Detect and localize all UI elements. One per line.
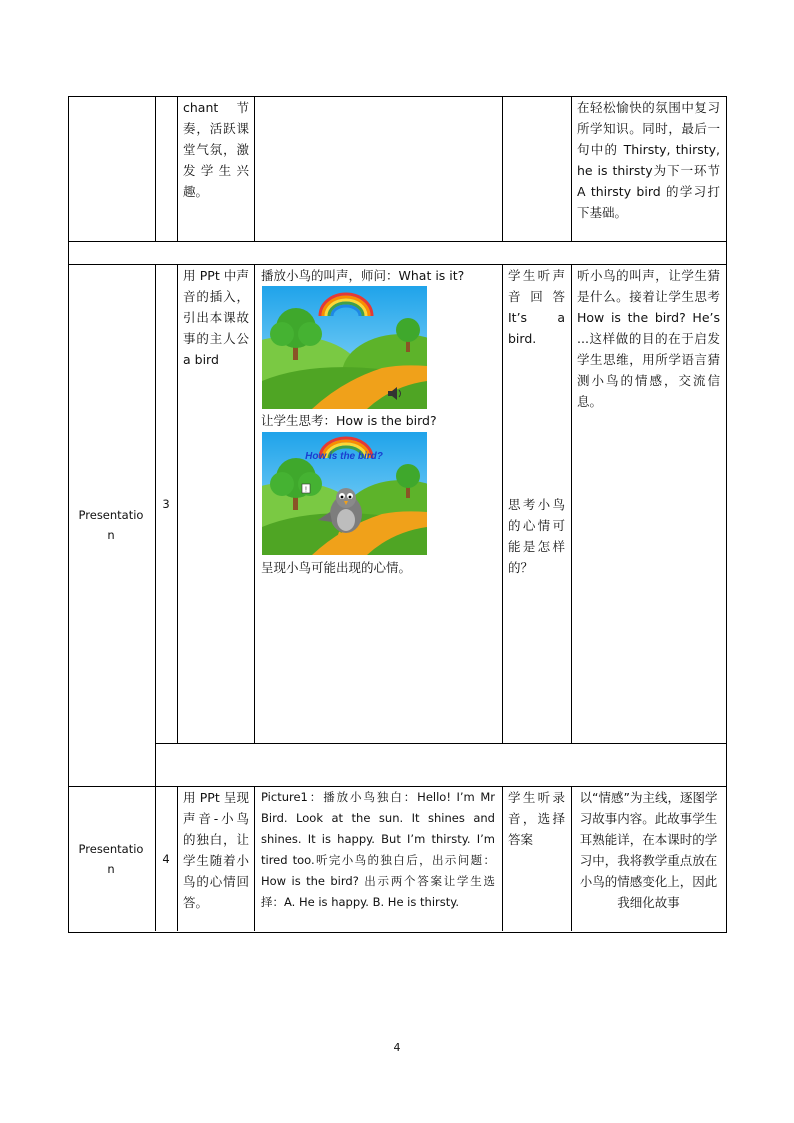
col-divider (502, 786, 503, 931)
row3-purpose-cell: 以“情感”为主线，逐图学习故事内容。此故事学生耳熟能详，在本课时的学习中，我将教学重点放在小鸟的情感变化上，因此我细化故事 (579, 790, 718, 910)
col-divider (571, 786, 572, 931)
row2-activity-line2: 让学生思考：How is the bird? (261, 413, 437, 428)
row-divider (68, 241, 726, 242)
col-divider (254, 786, 255, 931)
row-divider (155, 743, 726, 744)
row3-stage-label: Presentation (78, 842, 144, 876)
col-divider (571, 264, 572, 743)
col-divider (571, 96, 572, 241)
row2-activity-line1: 播放小鸟的叫声，师问：What is it? (261, 268, 465, 283)
page-number: 4 (393, 1041, 401, 1054)
col-divider (177, 264, 178, 743)
row3-method-cell: 用 PPt 呈现声音-小鸟的独白，让学生随着小鸟的心情回答。 (183, 790, 249, 910)
col-divider (155, 786, 156, 931)
col-divider (155, 96, 156, 241)
col-divider (155, 264, 156, 786)
row3-time-label: 4 (162, 852, 170, 866)
row3-activity-cell: Picture1：播放小鸟独白：Hello! I’m Mr Bird. Look at the sun. It shines and shines. It is happy. But I’m thirsty. I’m tired too.听完小鸟的独白后，出示问题：How is the bird? 出示两个答案让学生选择：A. He is happy. B. He is thirsty. (261, 790, 495, 909)
row1-purpose-cell: 在轻松愉快的氛围中复习所学知识。同时，最后一句中的 Thirsty, thirsty, he is thirsty为下一环节 A thirsty bird 的学习打下基础。 (577, 100, 720, 220)
row2-purpose-cell: 听小鸟的叫声，让学生猜是什么。接着让学生思考 How is the bird? He’s ...这样做的目的在于启发学生思维，用所学语言猜测小鸟的情感，交流信息。 (577, 268, 720, 409)
how-is-the-bird-picture (262, 432, 427, 555)
row3-student-response: 学生听录音，选择答案 (508, 790, 565, 847)
svg-text:!: ! (305, 486, 307, 494)
row2-stage-label: Presentation (78, 508, 144, 542)
question-sign-icon (302, 484, 310, 494)
row2-student-response-bottom: 思考小鸟的心情可能是怎样的？ (508, 497, 565, 575)
col-divider (177, 96, 178, 241)
rainbow-scene-picture (262, 286, 427, 409)
col-divider (502, 264, 503, 743)
slide-question-text: How is the bird? (305, 451, 383, 462)
col-divider (502, 96, 503, 241)
row2-activity-line3: 呈现小鸟可能出现的心情。 (261, 560, 412, 575)
row1-method-cell: chant 节奏，活跃课堂气氛，激发学生兴趣。 (183, 100, 249, 199)
row2-time-label: 3 (162, 497, 170, 511)
col-divider (254, 96, 255, 241)
col-divider (254, 264, 255, 743)
row2-method-cell: 用 PPt 中声音的插入，引出本课故事的主人公 a bird (183, 268, 249, 367)
col-divider (177, 786, 178, 931)
row2-student-response-top: 学生听声音回答 It’s a bird. (508, 268, 565, 346)
